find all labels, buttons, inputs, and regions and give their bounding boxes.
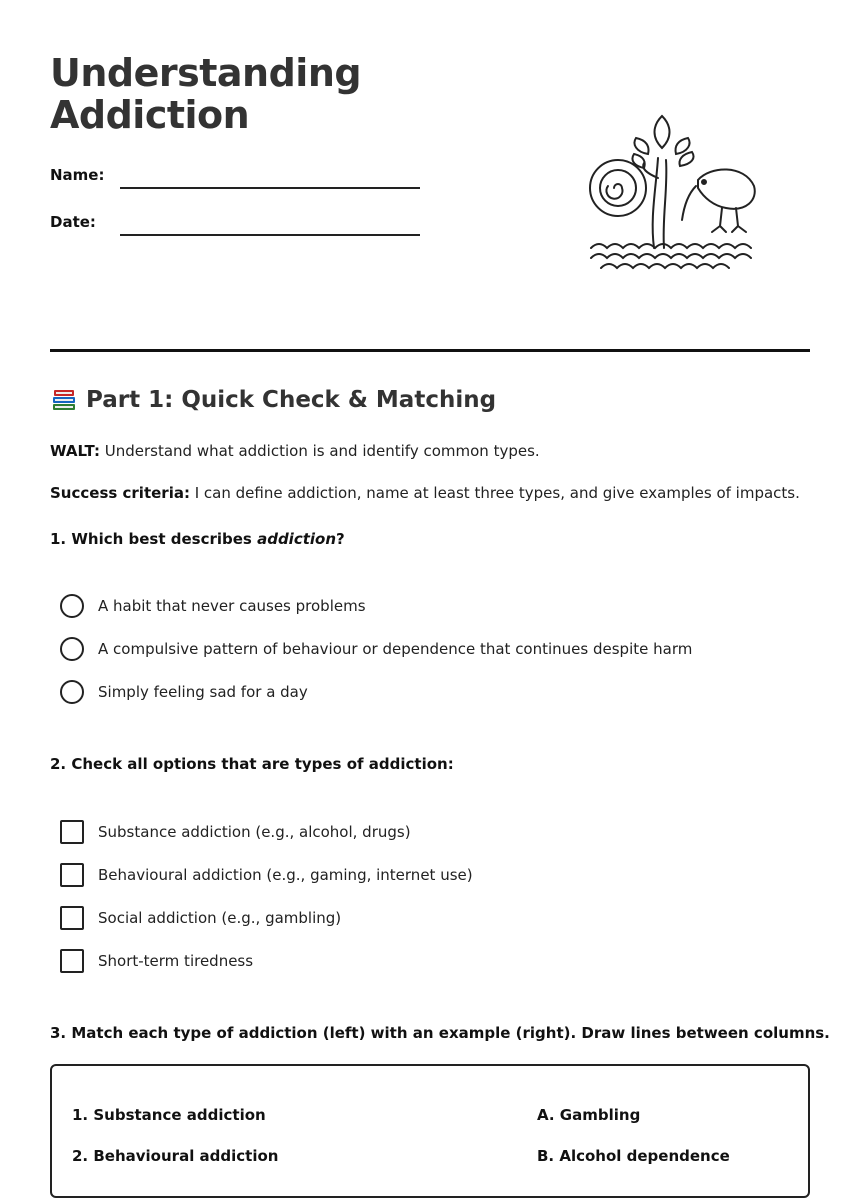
- radio-button[interactable]: [60, 680, 84, 704]
- q2-option-2[interactable]: [60, 863, 473, 887]
- section-heading-text: Part 1: Quick Check & Matching: [86, 387, 497, 413]
- match-right-item[interactable]: B. Alcohol dependence: [537, 1147, 730, 1165]
- question-1: [50, 530, 345, 548]
- question-2: 2. Check all options that are types of addiction:: [50, 755, 454, 773]
- walt-label: WALT:: [50, 442, 100, 460]
- match-left-item[interactable]: 1. Substance addiction: [72, 1106, 266, 1124]
- q1-option-2-label: A compulsive pattern of behaviour or dependence that continues despite harm: [98, 640, 693, 658]
- question-1-suffix: ?: [336, 530, 345, 548]
- name-field[interactable]: [120, 187, 420, 189]
- q2-option-4-label: Short-term tiredness: [98, 952, 254, 970]
- q2-option-4[interactable]: [60, 949, 253, 973]
- success-label: Success criteria:: [50, 484, 190, 502]
- header-divider: [50, 349, 810, 352]
- walt: [50, 442, 540, 460]
- q1-option-1[interactable]: [60, 594, 366, 618]
- question-3: 3. Match each type of addiction (left) with an example (right). Draw lines between columns.: [50, 1024, 830, 1042]
- walt-text: Understand what addiction is and identify common types.: [99, 442, 540, 460]
- success-criteria: [50, 484, 800, 502]
- q1-option-2[interactable]: [60, 637, 692, 661]
- checkbox[interactable]: [60, 906, 84, 930]
- checkbox[interactable]: [60, 820, 84, 844]
- q2-option-2-label: Behavioural addiction (e.g., gaming, internet use): [98, 866, 473, 884]
- name-label: Name:: [50, 166, 105, 184]
- success-text: I can define addiction, name at least three types, and give examples of impacts.: [189, 484, 800, 502]
- q1-option-3-label: Simply feeling sad for a day: [98, 683, 308, 701]
- q1-option-1-label: A habit that never causes problems: [98, 597, 366, 615]
- checkbox[interactable]: [60, 863, 84, 887]
- q2-option-3-label: Social addiction (e.g., gambling): [98, 909, 342, 927]
- checkbox[interactable]: [60, 949, 84, 973]
- radio-button[interactable]: [60, 594, 84, 618]
- radio-button[interactable]: [60, 637, 84, 661]
- kiwi-bird-logo-icon: [586, 108, 756, 280]
- question-1-emphasis: addiction: [257, 530, 337, 548]
- section-heading: [50, 386, 496, 414]
- date-field[interactable]: [120, 234, 420, 236]
- q2-option-3[interactable]: [60, 906, 341, 930]
- question-1-text: 1. Which best describes: [50, 530, 258, 548]
- q1-option-3[interactable]: [60, 680, 308, 704]
- date-label: Date:: [50, 213, 96, 231]
- q2-option-1-label: Substance addiction (e.g., alcohol, drugs): [98, 823, 411, 841]
- match-left-item[interactable]: 2. Behavioural addiction: [72, 1147, 279, 1165]
- q2-option-1[interactable]: [60, 820, 411, 844]
- books-icon: [50, 386, 78, 414]
- page-title: Understanding Addiction: [50, 51, 362, 137]
- match-right-item[interactable]: A. Gambling: [537, 1106, 641, 1124]
- matching-box[interactable]: [50, 1064, 810, 1198]
